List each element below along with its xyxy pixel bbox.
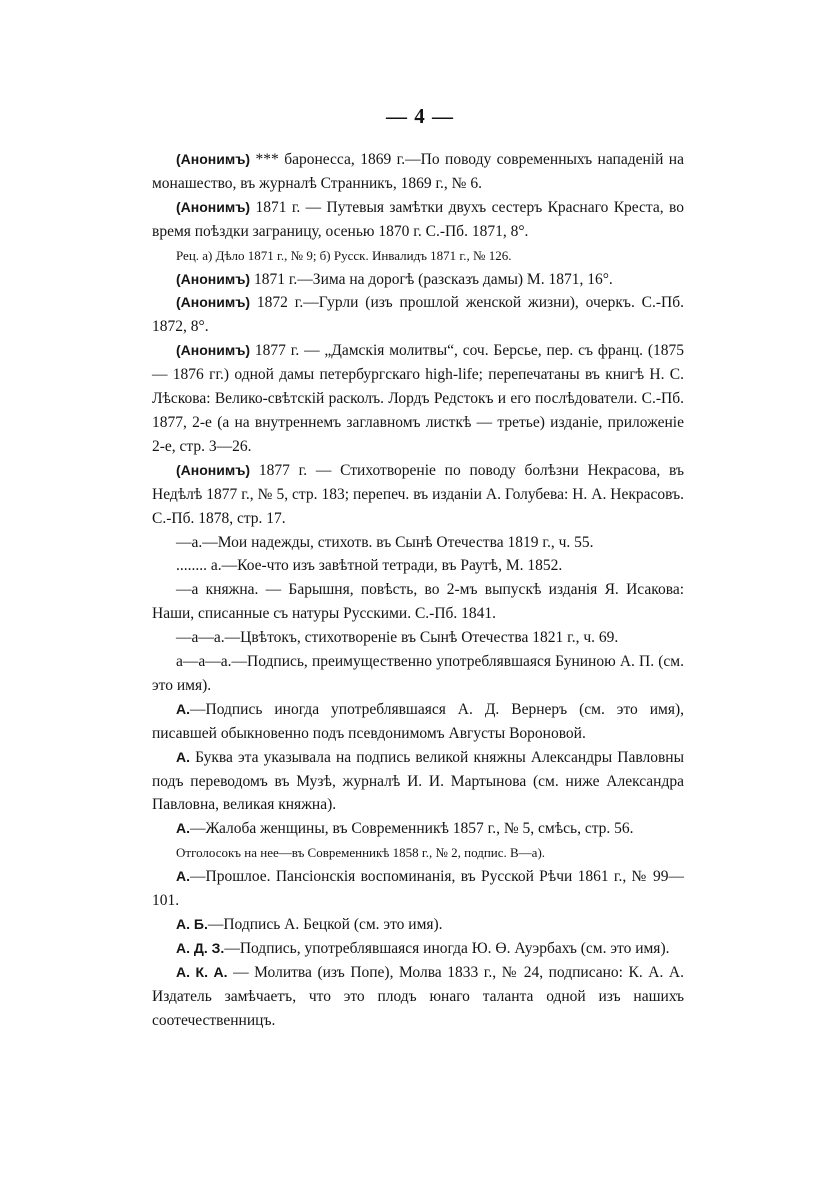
entry-text: 1871 г.—Зима на дорогѣ (разсказъ дамы) М. 1871, 16°. [250, 270, 613, 288]
entry-text: Рец. а) Дѣло 1871 г., № 9; б) Русск. Инвалидъ 1871 г., № 126. [176, 247, 512, 263]
entry-text: —а.—Мои надежды, стихотв. въ Сынѣ Отечества 1819 г., ч. 55. [176, 533, 594, 551]
entry-lead: А. К. А. [176, 963, 228, 980]
entry [152, 531, 684, 555]
entry-lead: А. [176, 820, 190, 837]
entry [152, 865, 684, 913]
entry-text: 1871 г. — Путевыя замѣтки двухъ сестеръ Краснаго Креста, во время поѣздки заграницу, осенью 1870 г. С.-Пб. 1871, 8°. [152, 198, 684, 240]
entry [152, 268, 684, 292]
entry-lead: А. Б. [176, 916, 208, 932]
entry-lead: А. [176, 700, 190, 717]
entry-text: —Прошлое. Пансіонскія воспоминанія, въ Русской Рѣчи 1861 г., № 99—101. [152, 868, 684, 910]
entry [152, 650, 684, 698]
entry [152, 554, 684, 578]
entry [152, 937, 684, 961]
entry-response-note [152, 841, 684, 865]
entry [152, 291, 684, 339]
entry-lead: (Анонимъ) [176, 270, 251, 287]
entry-text: а—а—а.—Подпись, преимущественно употреблявшаяся Буниною А. П. (см. это имя). [152, 653, 684, 694]
entry-lead: А. [176, 748, 190, 765]
entry-text: 1877 г. — „Дамскія молитвы“, соч. Берсье, пер. съ франц. (1875 — 1876 гг.) одной дамы петербургскаго high-life; перепечатаны въ книгѣ Н. С. Лѣскова: Велико-свѣтскій расколъ. Лордъ Редстокъ и его послѣдователи. С.-Пб. 1877, 2-е (а на внутреннемъ заглавномъ листкѣ — третье) изданіе, приложеніе 2-е, стр. 3—26. [152, 342, 684, 455]
entry [152, 817, 684, 841]
entry-lead: (Анонимъ) [176, 461, 251, 478]
entry [152, 746, 684, 818]
entry [152, 698, 684, 746]
entry-text: 1872 г.—Гурли (изъ прошлой женской жизни), очеркъ. С.-Пб. 1872, 8°. [152, 294, 684, 336]
entry-text: —Жалоба женщины, въ Современникѣ 1857 г., № 5, смѣсь, стр. 56. [190, 820, 634, 838]
entry-text: *** баронесса, 1869 г.—По поводу современныхъ нападеній на монашество, въ журналѣ Странникъ, 1869 г., № 6. [152, 151, 684, 192]
entry-lead: (Анонимъ) [176, 151, 251, 167]
entry [152, 339, 684, 459]
entry-text: Буква эта указывала на подпись великой княжны Александры Павловны подъ переводомъ въ Музѣ, журналѣ И. И. Мартынова (см. ниже Александра Павловна, великая княжна). [152, 748, 684, 814]
entry [152, 626, 684, 650]
entry [152, 961, 684, 1033]
entry-lead: (Анонимъ) [176, 342, 251, 359]
entry-text: Отголосокъ на нее—въ Современникѣ 1858 г., № 2, подпис. В—а). [176, 845, 546, 861]
entry-lead: А. [176, 868, 190, 885]
entry-lead: (Анонимъ) [176, 198, 251, 215]
entry-text: — Молитва (изъ Попе), Молва 1833 г., № 24, подписано: К. А. А. Издатель замѣчаетъ, что это плодъ юнаго таланта одной изъ нашихъ соотечественницъ. [152, 963, 684, 1029]
entry-text: —а княжна. — Барышня, повѣсть, во 2-мъ выпускѣ изданія Я. Исакова: Наши, списанные съ натуры Русскими. С.-Пб. 1841. [152, 581, 684, 623]
entry-text: —Подпись иногда употреблявшаяся А. Д. Вернеръ (см. это имя), писавшей обыкновенно подъ псевдонимомъ Августы Вороновой. [152, 700, 684, 742]
entry [152, 459, 684, 531]
entry [152, 196, 684, 244]
entry-text: —Подпись, употреблявшаяся иногда Ю. Ө. Ауэрбахъ (см. это имя). [224, 939, 670, 957]
entry [152, 148, 684, 196]
entry-text: —а—а.—Цвѣтокъ, стихотвореніе въ Сынѣ Отечества 1821 г., ч. 69. [176, 629, 619, 647]
entry-text: —Подпись А. Бецкой (см. это имя). [207, 916, 443, 933]
entry-lead: А. Д. З. [176, 939, 225, 956]
entry-text: 1877 г. — Стихотвореніе по поводу болѣзни Некрасова, въ Недѣлѣ 1877 г., № 5, стр. 183; перепеч. въ изданіи А. Голубева: Н. А. Некрасовъ. С.-Пб. 1878, стр. 17. [152, 461, 684, 527]
page-number: — 4 — [386, 104, 454, 128]
entry [152, 578, 684, 626]
entry-review-note [152, 244, 684, 268]
entry [152, 913, 684, 937]
bibliography-entries [152, 148, 684, 1033]
entry-lead: (Анонимъ) [176, 294, 251, 311]
entry-text: ........ а.—Кое-что изъ завѣтной тетради, въ Раутѣ, М. 1852. [176, 557, 563, 575]
